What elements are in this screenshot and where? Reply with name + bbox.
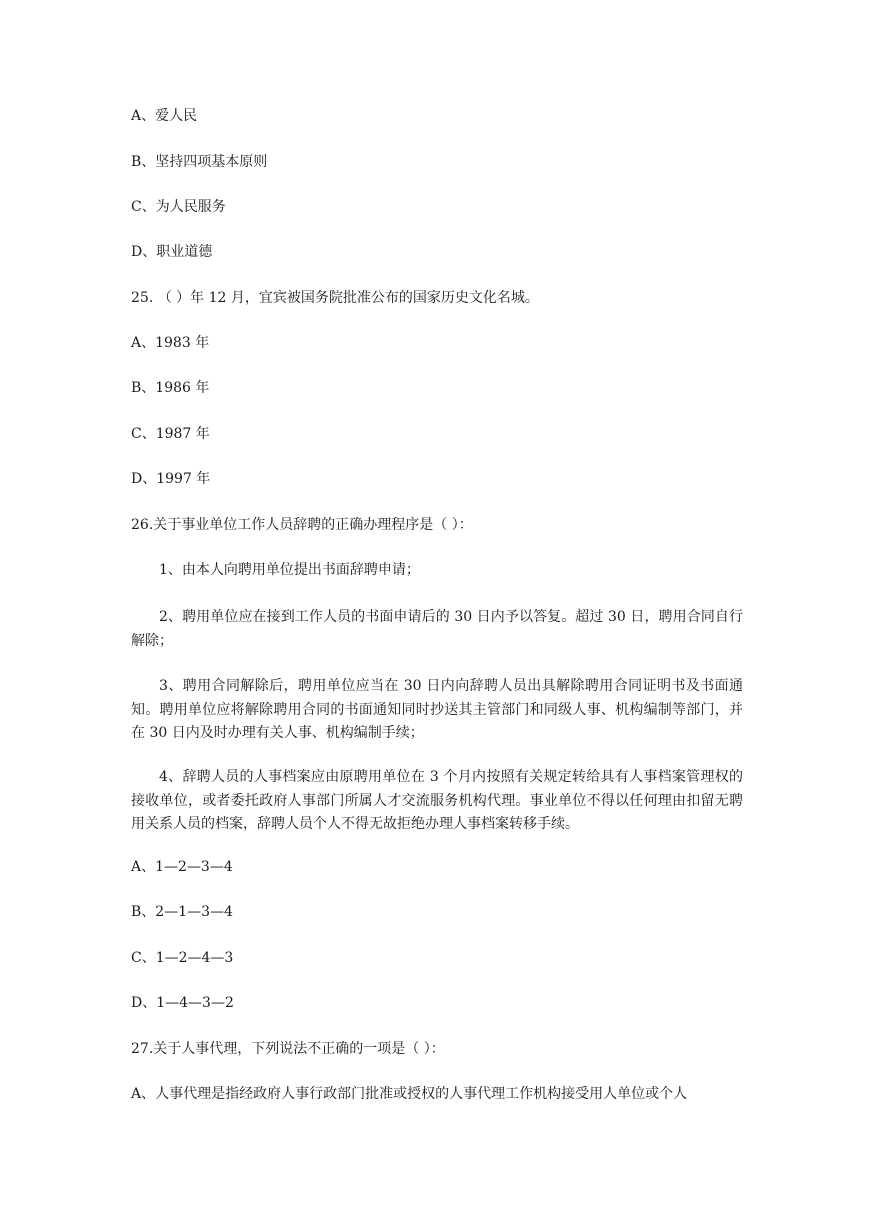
q26-option-d: D、1—4—3—2	[131, 995, 234, 1011]
q26-option-a: A、1—2—3—4	[131, 859, 233, 875]
q26-stem: 26.关于事业单位工作人员辞聘的正确办理程序是（ ）：	[131, 517, 473, 533]
q26-step-3: 3、聘用合同解除后，聘用单位应当在 30 日内向辞聘人员出具解除聘用合同证明书及书面通知。聘用单位应将解除聘用合同的书面通知同时抄送其主管部门和同级人事、机构编制等部门，并在 30 日内及时办理有关人事、机构编制手续；	[131, 678, 743, 741]
q26-option-b: B、2—1—3—4	[131, 904, 233, 920]
q25-stem: 25. （ ）年 12 月，宜宾被国务院批准公布的国家历史文化名城。	[131, 290, 539, 306]
q24-option-b: B、坚持四项基本原则	[131, 154, 268, 170]
q27-stem: 27.关于人事代理，下列说法不正确的一项是（ ）：	[131, 1041, 445, 1057]
q26-option-c: C、1—2—4—3	[131, 950, 234, 966]
q25-option-d: D、1997 年	[131, 471, 211, 487]
q26-step-2: 2、聘用单位应在接到工作人员的书面申请后的 30 日内予以答复。超过 30 日，聘用合同自行解除；	[131, 609, 743, 649]
q25-option-c: C、1987 年	[131, 426, 210, 442]
q24-option-c: C、为人民服务	[131, 199, 226, 215]
q26-step-1: 1、由本人向聘用单位提出书面辞聘申请；	[159, 562, 420, 578]
q27-option-a: A、人事代理是指经政府人事行政部门批准或授权的人事代理工作机构接受用人单位或个人	[131, 1086, 688, 1102]
q24-option-a: A、爱人民	[131, 108, 198, 124]
q26-step-4: 4、辞聘人员的人事档案应由原聘用单位在 3 个月内按照有关规定转给具有人事档案管理权的接收单位，或者委托政府人事部门所属人才交流服务机构代理。事业单位不得以任何理由扣留无聘用关系人员的档案，辞聘人员个人不得无故拒绝办理人事档案转移手续。	[131, 769, 743, 832]
q25-option-b: B、1986 年	[131, 380, 210, 396]
q25-option-a: A、1983 年	[131, 335, 210, 351]
q24-option-d: D、职业道德	[131, 244, 213, 260]
